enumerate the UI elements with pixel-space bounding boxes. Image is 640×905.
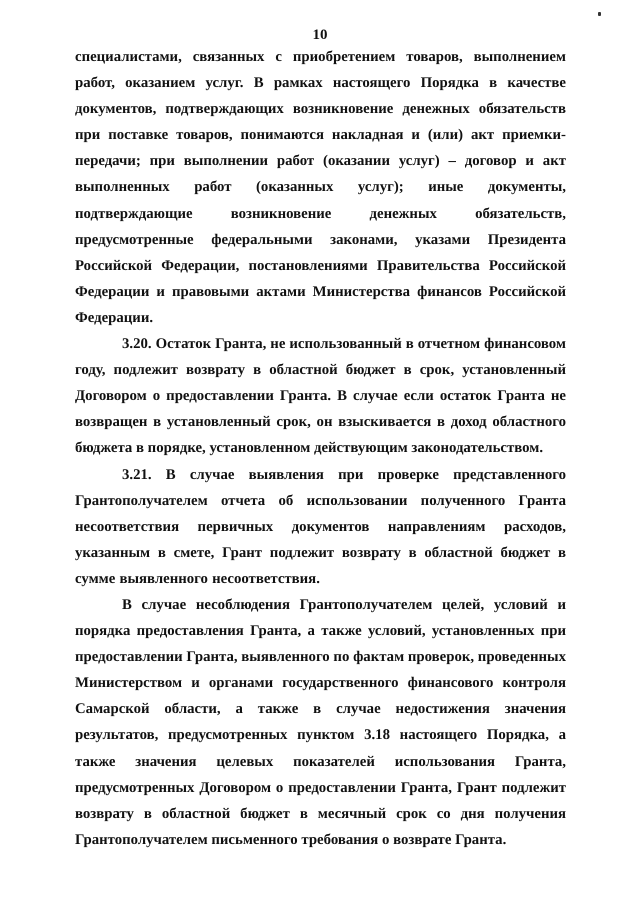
scan-speck [598, 12, 601, 16]
page-number: 10 [312, 27, 328, 43]
paragraph-continuation: специалистами, связанных с приобретением товаров, выполнением работ, оказанием услуг. В рамках настоящего Порядка в качестве документов, подтверждающих возникновение денежных обязательств при поставке товаров, понимаются накладная и (или) акт приемки-передачи; при выполнении работ (оказании услуг) – договор и акт выполненных работ (оказанных услуг); иные документы, подтверждающие возникновение денежных обязательств, предусмотренные федеральными законами, указами Президента Российской Федерации, постановлениями Правительства Российской Федерации и правовыми актами Министерства финансов Российской Федерации. [75, 49, 566, 326]
paragraph-noncompliance: В случае несоблюдения Грантополучателем целей, условий и порядка предоставления Гранта, а также условий, установленных при предоставлении Гранта, выявленного по фактам проверок, проведенных Министерством и органами государственного финансового контроля Самарской области, а также в случае недостижения значения результатов, предусмотренных пунктом 3.18 настоящего Порядка, а также значения целевых показателей использования Гранта, предусмотренных Договором о предоставлении Гранта, Грант подлежит возврату в областной бюджет в месячный срок со дня получения Грантополучателем письменного требования о возврате Гранта. [75, 596, 566, 848]
document-body [75, 44, 566, 853]
paragraph-3-21: 3.21. В случае выявления при проверке представленного Грантополучателем отчета об использовании полученного Гранта несоответствия первичных документов направлениям расходов, указанным в смете, Грант подлежит возврату в областной бюджет в сумме выявленного несоответствия. [75, 466, 566, 587]
paragraph-3-20: 3.20. Остаток Гранта, не использованный в отчетном финансовом году, подлежит возврату в областной бюджет в срок, установленный Договором о предоставлении Гранта. В случае если остаток Гранта не возвращен в установленный срок, он взыскивается в доход областного бюджета в порядке, установленном действующим законодательством. [75, 336, 566, 457]
